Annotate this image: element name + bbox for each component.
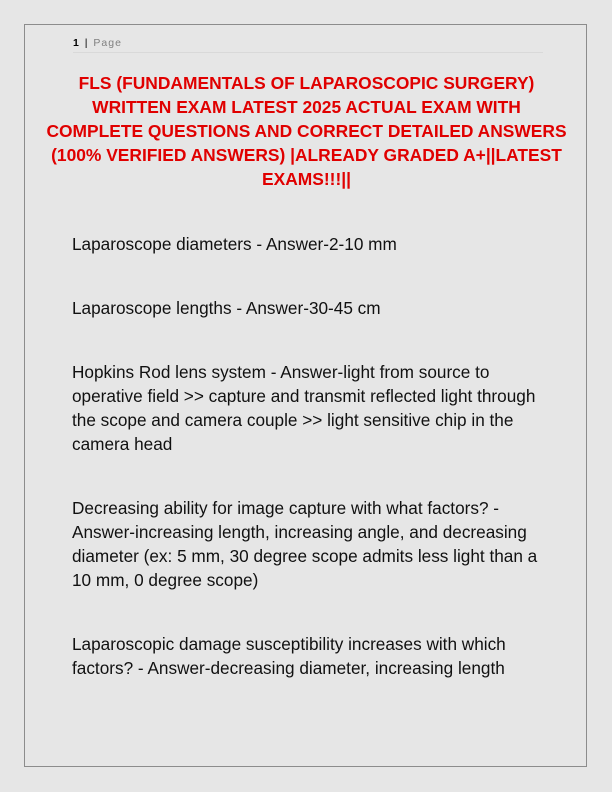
document-page <box>24 24 587 767</box>
qa-item-image-capture: Decreasing ability for image capture with what factors? - Answer-increasing length, increasing angle, and decreasing diameter (ex: 5 mm, 30 degree scope admits less light than a 10 mm, 0 degree scope) <box>72 498 538 590</box>
qa-item-lengths: Laparoscope lengths - Answer-30-45 cm <box>72 298 381 318</box>
page-label: Page <box>93 37 122 49</box>
document-title: FLS (FUNDAMENTALS OF LAPAROSCOPIC SURGERY) WRITTEN EXAM LATEST 2025 ACTUAL EXAM WITH COMPLETE QUESTIONS AND CORRECT DETAILED ANSWERS (100% VERIFIED ANSWERS) |ALREADY GRADED A+||LATEST EXAMS!!!|| <box>46 73 567 189</box>
qa-item-hopkins-rod: Hopkins Rod lens system - Answer-light from source to operative field >> capture and transmit reflected light through the scope and camera couple >> light sensitive chip in the camera head <box>72 362 536 454</box>
page-number: 1 <box>73 37 79 49</box>
header-separator: | <box>84 37 88 49</box>
qa-item-diameters: Laparoscope diameters - Answer-2-10 mm <box>72 234 397 254</box>
qa-item-damage-susceptibility: Laparoscopic damage susceptibility increases with which factors? - Answer-decreasing diameter, increasing length <box>72 634 506 678</box>
page-header <box>73 36 543 53</box>
